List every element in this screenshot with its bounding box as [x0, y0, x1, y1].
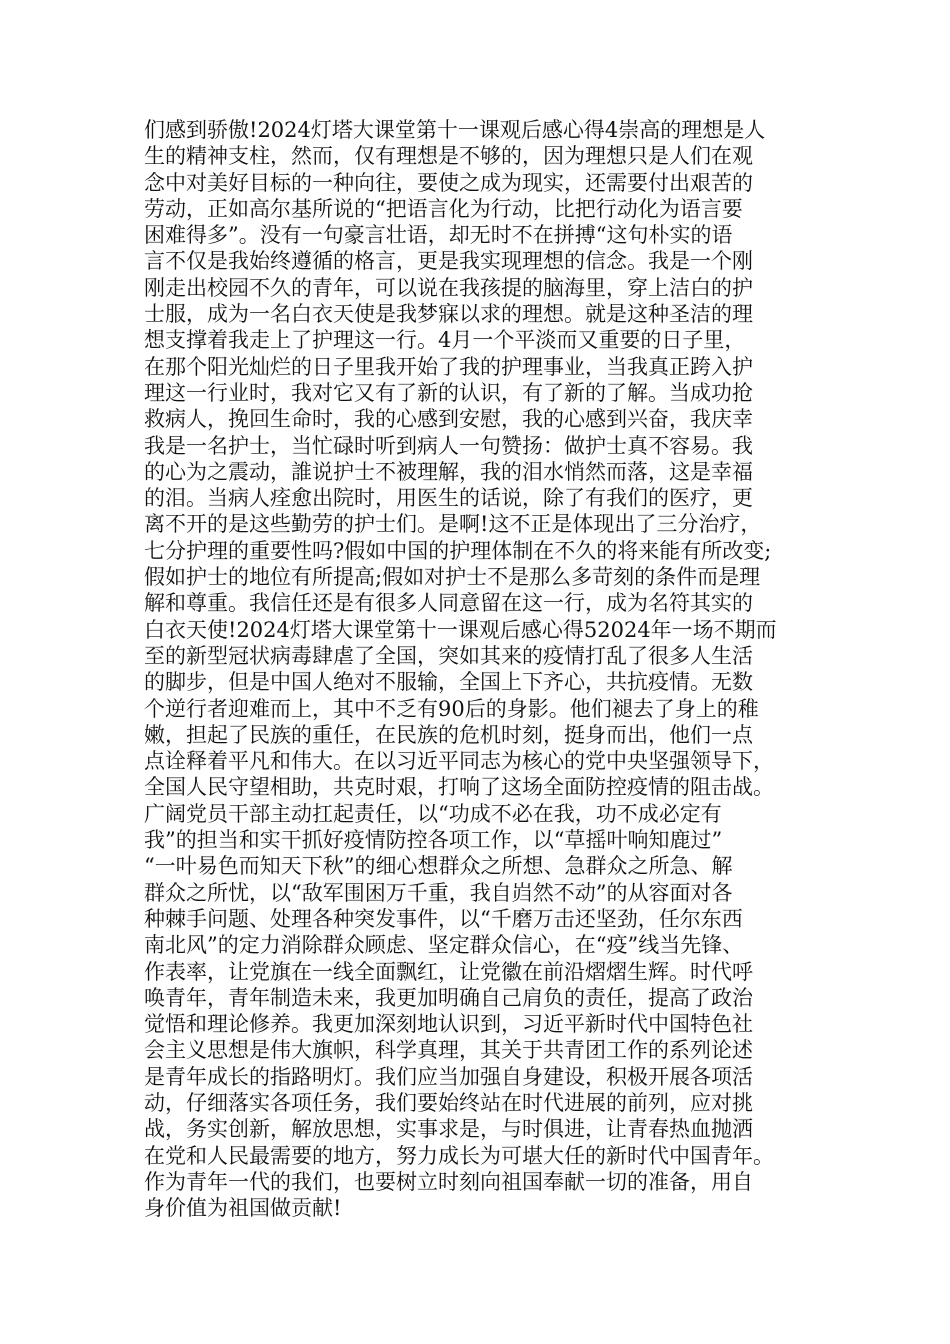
- text-line: 刚走出校园不久的青年，可以说在我孩提的脑海里，穿上洁白的护: [144, 275, 753, 300]
- text-line: 唤青年，青年制造未来，我更加明确自己肩负的责任，提高了政治: [144, 985, 753, 1010]
- text-line: 救病人，挽回生命时，我的心感到安慰，我的心感到兴奋，我庆幸: [144, 407, 753, 432]
- text-line: 个逆行者迎难而上，其中不乏有90后的身影。他们褪去了身上的稚: [144, 696, 759, 721]
- text-line: 七分护理的重要性吗?假如中国的护理体制在不久的将来能有所改变;: [144, 538, 772, 563]
- text-line: 种棘手问题、处理各种突发事件，以“千磨万击还坚劲，任尔东西: [144, 906, 743, 931]
- text-line: 们感到骄傲!2024灯塔大课堂第十一课观后感心得4崇高的理想是人: [144, 118, 766, 142]
- text-line: 在党和人民最需要的地方，努力成长为可堪大任的新时代中国青年。: [144, 1143, 774, 1168]
- text-line: 作表率，让党旗在一线全面飘红，让党徽在前沿熠熠生辉。时代呼: [144, 959, 753, 984]
- text-line: 我”的担当和实干抓好疫情防控各项工作，以“草摇叶响知鹿过”: [144, 828, 723, 853]
- text-line: 群众之所忧，以“敌军围困万千重，我自岿然不动”的从容面对各: [144, 880, 733, 905]
- text-line: 的泪。当病人痊愈出院时，用医生的话说，除了有我们的医疗，更: [144, 486, 753, 511]
- text-line: 的脚步，但是中国人绝对不服输，全国上下齐心，共抗疫情。无数: [144, 670, 753, 695]
- text-line: 想支撑着我走上了护理这一行。4月一个平淡而又重要的日子里，: [144, 328, 746, 353]
- text-line: 身价值为祖国做贡献!: [144, 1196, 342, 1221]
- text-line: 觉悟和理论修养。我更加深刻地认识到，习近平新时代中国特色社: [144, 1012, 753, 1037]
- text-line: 在那个阳光灿烂的日子里我开始了我的护理事业，当我真正跨入护: [144, 354, 753, 379]
- text-line: 广阔党员干部主动扛起责任，以“功成不必在我，功不成必定有: [144, 801, 722, 826]
- text-line: 困难得多”。没有一句豪言壮语，却无时不在拼搏“这句朴实的语: [144, 223, 733, 248]
- text-line: 南北风”的定力消除群众顾虑、坚定群众信心，在“疫”线当先锋、: [144, 933, 744, 958]
- text-line: 战，务实创新，解放思想，实事求是，与时俱进，让青春热血抛洒: [144, 1117, 753, 1142]
- text-line: 是青年成长的指路明灯。我们应当加强自身建设，积极开展各项活: [144, 1064, 753, 1089]
- text-line: 至的新型冠状病毒肆虐了全国，突如其来的疫情打乱了很多人生活: [144, 643, 753, 668]
- text-line: 念中对美好目标的一种向往，要使之成为现实，还需要付出艰苦的: [144, 170, 753, 195]
- text-line: 劳动，正如高尔基所说的“把语言化为行动，比把行动化为语言要: [144, 196, 743, 221]
- text-line: 动，仔细落实各项任务，我们要始终站在时代进展的前列，应对挑: [144, 1090, 753, 1115]
- text-line: “一叶易色而知天下秋”的细心想群众之所想、急群众之所急、解: [144, 854, 733, 879]
- text-line: 会主义思想是伟大旗帜，科学真理，其关于共青团工作的系列论述: [144, 1038, 753, 1063]
- body-text: [144, 117, 834, 1221]
- text-line: 理这一行业时，我对它又有了新的认识，有了新的了解。当成功抢: [144, 380, 753, 405]
- text-line: 士服，成为一名白衣天使是我梦寐以求的理想。就是这种圣洁的理: [144, 302, 753, 327]
- text-line: 全国人民守望相助，共克时艰，打响了这场全面防控疫情的阻击战。: [144, 775, 774, 800]
- text-line: 言不仅是我始终遵循的格言，更是我实现理想的信念。我是一个刚: [144, 249, 753, 274]
- text-line: 嫩，担起了民族的重任，在民族的危机时刻，挺身而出，他们一点: [144, 722, 753, 747]
- text-line: 点诠释着平凡和伟大。在以习近平同志为核心的党中央坚强领导下，: [144, 749, 774, 774]
- text-line: 解和尊重。我信任还是有很多人同意留在这一行，成为名符其实的: [144, 591, 753, 616]
- text-line: 生的精神支柱，然而，仅有理想是不够的，因为理想只是人们在观: [144, 144, 753, 169]
- text-line: 我是一名护士，当忙碌时听到病人一句赞扬：做护士真不容易。我: [144, 433, 753, 458]
- text-line: 的心为之震动，誰说护士不被理解，我的泪水悄然而落，这是幸福: [144, 459, 753, 484]
- text-line: 白衣天使!2024灯塔大课堂第十一课观后感心得52024年一场不期而: [144, 617, 777, 642]
- text-line: 离不开的是这些勤劳的护士们。是啊!这不正是体现出了三分治疗，: [144, 512, 762, 537]
- text-line: 假如护士的地位有所提高;假如对护士不是那么多苛刻的条件而是理: [144, 565, 761, 590]
- text-line: 作为青年一代的我们，也要树立时刻向祖国奉献一切的准备，用自: [144, 1169, 753, 1194]
